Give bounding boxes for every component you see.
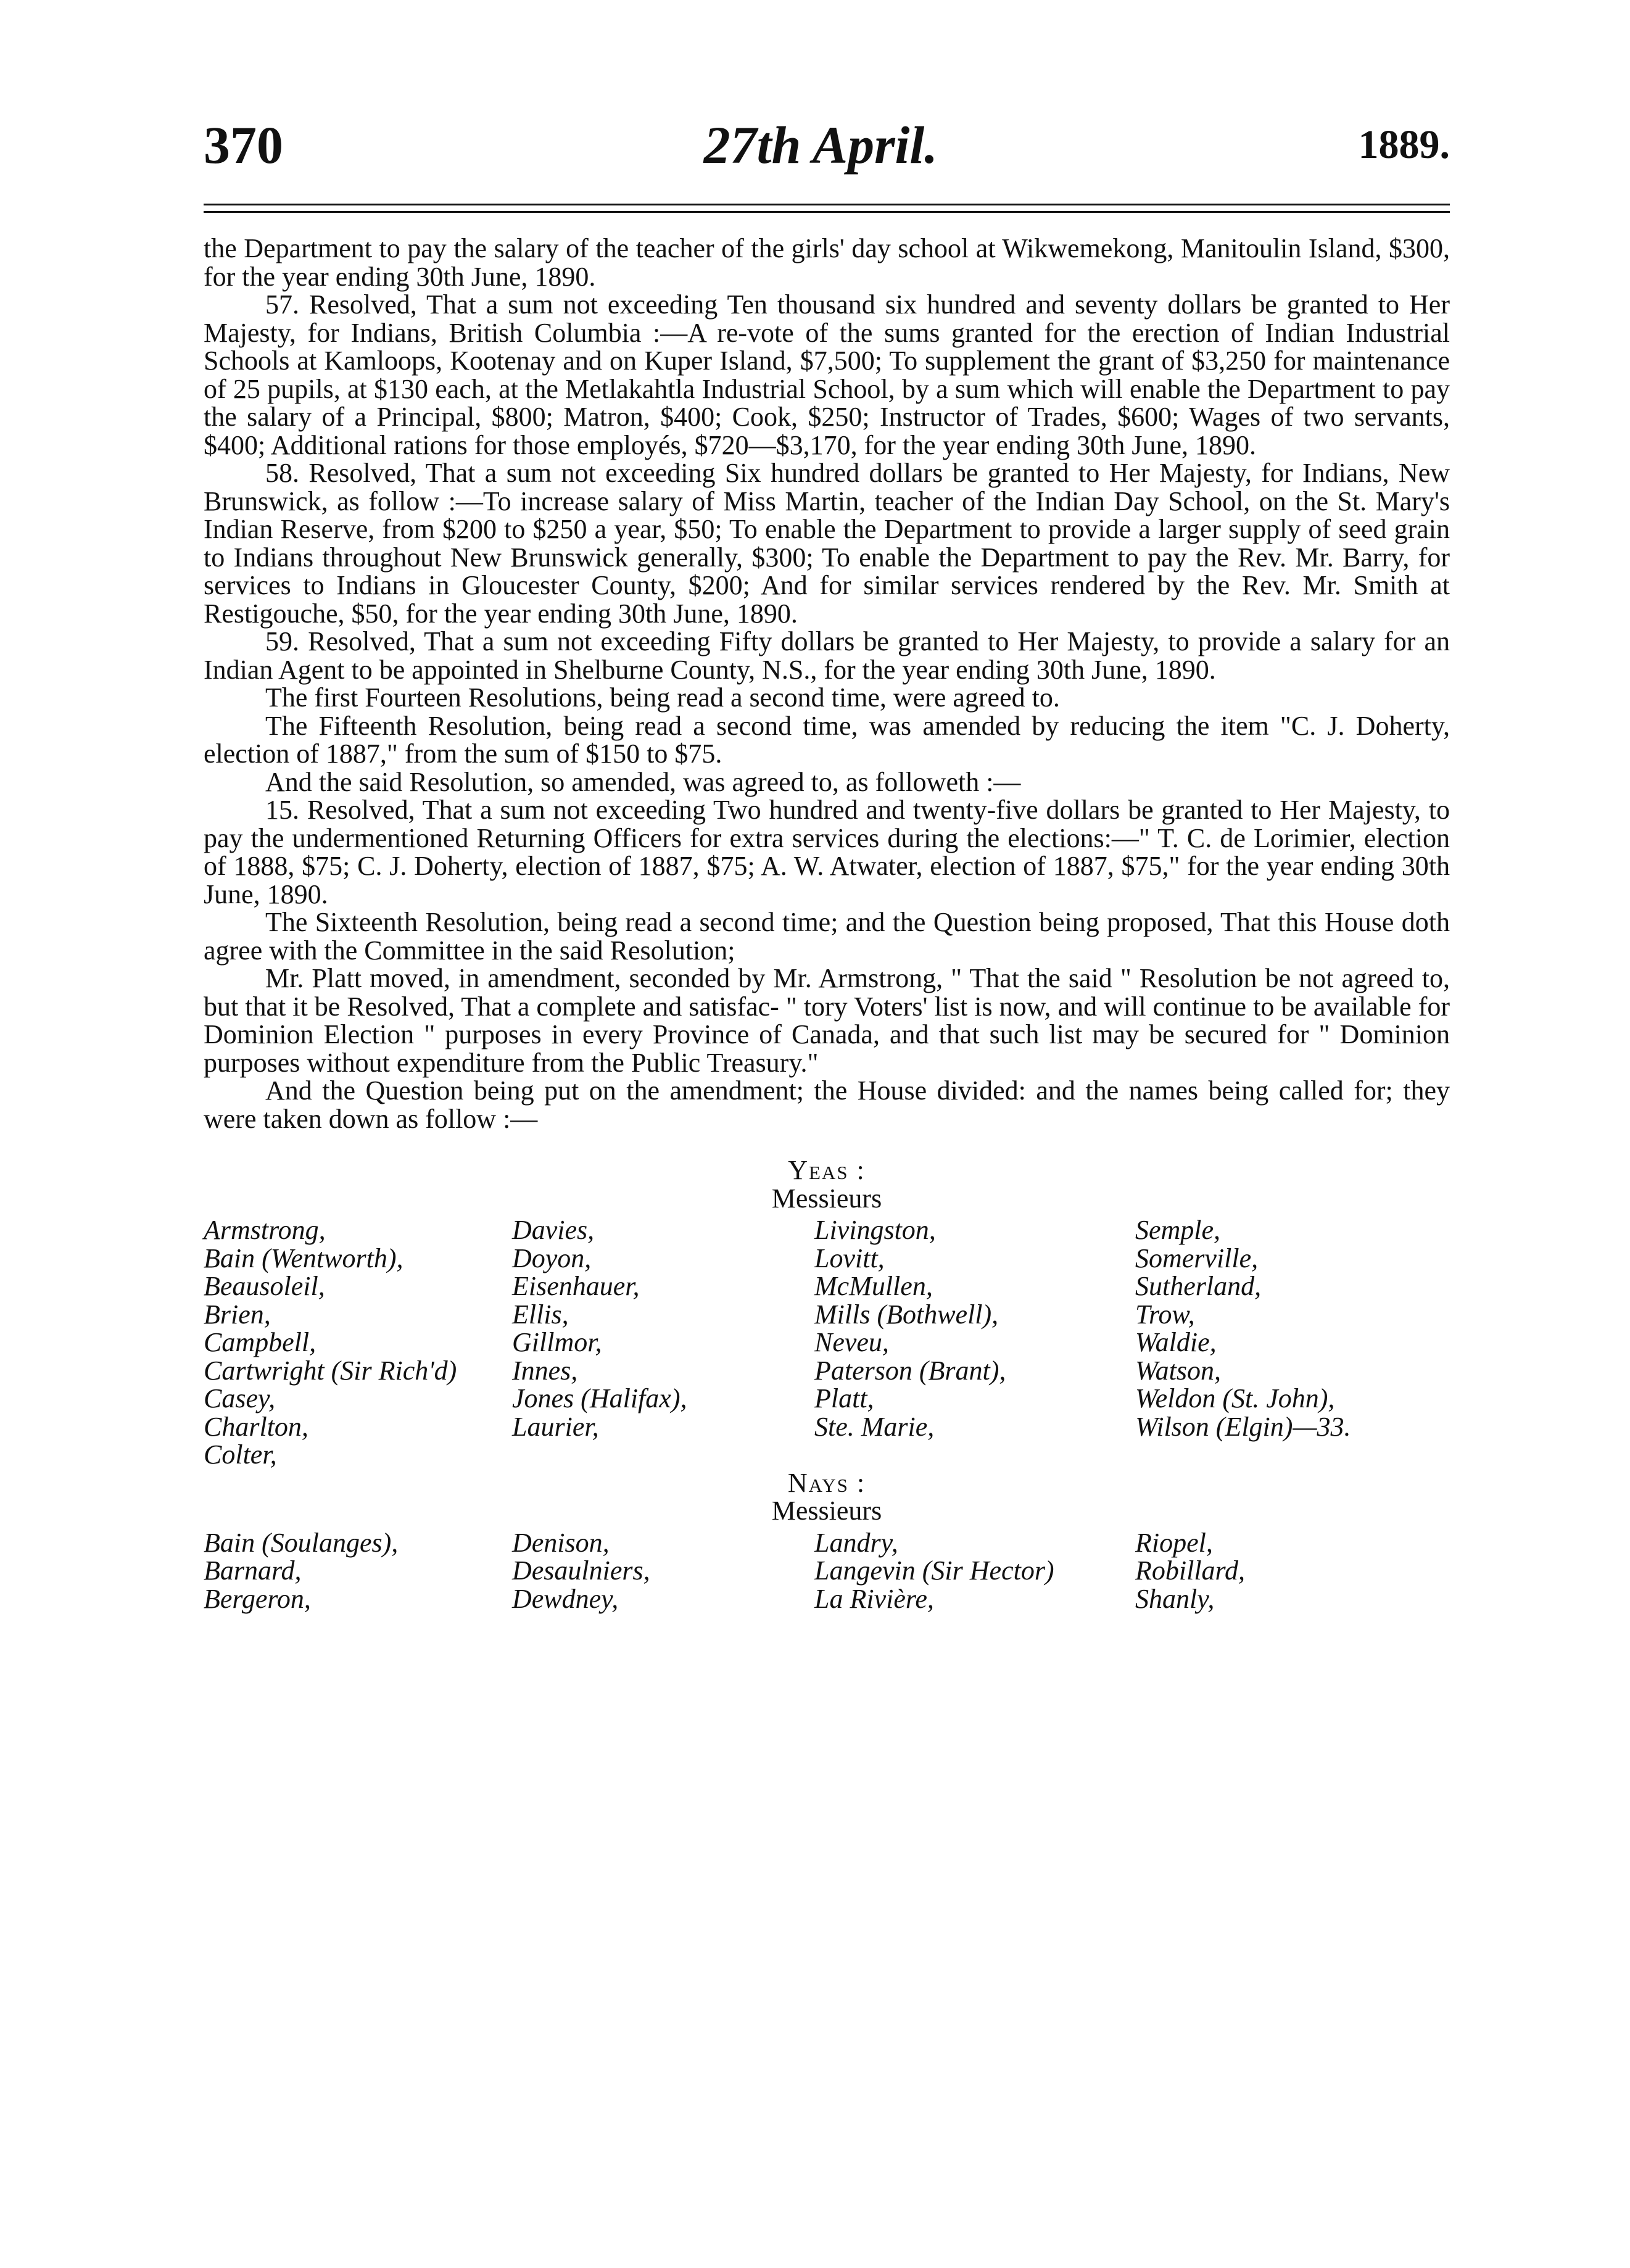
nay-name: Bain (Soulanges), <box>204 1527 399 1558</box>
yea-name: Jones (Halifax), <box>512 1383 687 1413</box>
yea-name: Armstrong, <box>204 1215 326 1245</box>
nay-name: Robillard, <box>1135 1555 1246 1586</box>
yea-name: Mills (Bothwell), <box>814 1299 999 1330</box>
document-body <box>204 234 1450 1613</box>
yea-name: Sutherland, <box>1135 1271 1262 1301</box>
yea-name: Watson, <box>1135 1355 1221 1386</box>
yea-name: McMullen, <box>814 1271 933 1301</box>
yea-name: Gillmor, <box>512 1327 602 1357</box>
yea-name: Innes, <box>512 1355 578 1386</box>
paragraph: 15. Resolved, That a sum not exceeding Two hundred and twenty-five dollars be granted to Her Majesty, to pay the undermentioned Returning Officers for extra services during the elections:—" T. C. de Lorimier, election of 1888, $75; C. J. Doherty, election of 1887, $75; A. W. Atwater, election of 1887, $75," for the year ending 30th June, 1890. <box>204 795 1450 909</box>
paragraph: The Sixteenth Resolution, being read a second time; and the Question being proposed, That this House doth agree with the Committee in the said Resolution; <box>204 907 1450 966</box>
yea-name: Beausoleil, <box>204 1271 325 1301</box>
yea-name: Cartwright (Sir Rich'd) <box>204 1355 457 1386</box>
yea-name: Laurier, <box>512 1411 599 1442</box>
page-number: 370 <box>204 115 283 175</box>
paragraph: The first Fourteen Resolutions, being read a second time, were agreed to. <box>265 682 1060 713</box>
yea-name: Paterson (Brant), <box>814 1355 1006 1386</box>
paragraph: The Fifteenth Resolution, being read a second time, was amended by reducing the item "C. J. Doherty, election of 1887," from the sum of $150 to $75. <box>204 710 1450 769</box>
yea-name: Campbell, <box>204 1327 316 1357</box>
yea-name: Neveu, <box>814 1327 889 1357</box>
yea-name: Weldon (St. John), <box>1135 1383 1335 1413</box>
nay-name: Landry, <box>814 1527 898 1558</box>
yea-name: Bain (Wentworth), <box>204 1243 403 1273</box>
paragraph: And the Question being put on the amendment; the House divided: and the names being called for; they were taken down as follow :— <box>204 1075 1450 1134</box>
nay-name: Bergeron, <box>204 1583 311 1614</box>
paragraph: 58. Resolved, That a sum not exceeding Six hundred dollars be granted to Her Majesty, for Indians, New Brunswick, as follow :—To increase salary of Miss Martin, teacher of the Indian Day School, on the St. Mary's Indian Reserve, from $200 to $250 a year, $50; To enable the Department to provide a larger supply of seed grain to Indians throughout New Brunswick generally, $300; To enable the Department to pay the Rev. Mr. Barry, for services to Indians in Gloucester County, $200; And for similar services rendered by the Rev. Mr. Smith at Restigouche, $50, for the year ending 30th June, 1890. <box>204 458 1450 629</box>
yea-name: Brien, <box>204 1299 271 1330</box>
yeas-heading: Yeas : <box>788 1155 866 1185</box>
nays-subheading: Messieurs <box>771 1496 882 1526</box>
nays-heading: Nays : <box>787 1467 866 1498</box>
yea-name: Platt, <box>814 1383 874 1413</box>
yeas-names <box>204 1216 1450 1469</box>
yea-name <box>814 1441 1135 1469</box>
header-year: 1889. <box>1358 122 1450 167</box>
yea-name: Trow, <box>1135 1299 1195 1330</box>
yea-name: Casey, <box>204 1383 276 1413</box>
nay-name: Desaulniers, <box>512 1555 650 1586</box>
yea-name: Waldie, <box>1135 1327 1217 1357</box>
yea-name: Ellis, <box>512 1299 569 1330</box>
page-header <box>204 105 1450 185</box>
nays-names <box>204 1529 1450 1613</box>
yea-name: Lovitt, <box>814 1243 885 1273</box>
yea-name <box>1135 1441 1450 1469</box>
yea-name: Doyon, <box>512 1243 592 1273</box>
paragraph: Mr. Platt moved, in amendment, seconded by Mr. Armstrong, " That the said " Resolution be not agreed to, but that it be Resolved, That a complete and satisfac- " tory Voters' list is now, and will continue to be available for Dominion Election " purposes in every Province of Canada, and that such list may be secured for " Dominion purposes without expenditure from the Public Treasury." <box>204 963 1450 1078</box>
nay-name: Dewdney, <box>512 1583 619 1614</box>
nay-name: Riopel, <box>1135 1527 1213 1558</box>
nay-name: La Rivière, <box>814 1583 934 1614</box>
nay-name: Shanly, <box>1135 1583 1215 1614</box>
nay-name: Denison, <box>512 1527 610 1558</box>
yea-name: Somerville, <box>1135 1243 1259 1273</box>
paragraph: the Department to pay the salary of the teacher of the girls' day school at Wikwemekong, Manitoulin Island, $300, for the year ending 30th June, 1890. <box>204 233 1450 292</box>
yeas-subheading: Messieurs <box>771 1183 882 1214</box>
yea-name: Eisenhauer, <box>512 1271 640 1301</box>
nay-name: Langevin (Sir Hector) <box>814 1555 1054 1586</box>
yea-name: Livingston, <box>814 1215 936 1245</box>
yea-name: Semple, <box>1135 1215 1221 1245</box>
header-date: 27th April. <box>703 115 938 175</box>
yea-name: Charlton, <box>204 1411 308 1442</box>
yea-name: Colter, <box>204 1439 277 1470</box>
paragraph: 59. Resolved, That a sum not exceeding Fifty dollars be granted to Her Majesty, to provide a salary for an Indian Agent to be appointed in Shelburne County, N.S., for the year ending 30th June, 1890. <box>204 626 1450 685</box>
yea-name <box>512 1441 814 1469</box>
header-rule-top <box>204 204 1450 205</box>
paragraph: 57. Resolved, That a sum not exceeding Ten thousand six hundred and seventy dollars be granted to Her Majesty, for Indians, British Columbia :—A re-vote of the sums granted for the erection of Indian Industrial Schools at Kamloops, Kootenay and on Kuper Island, $7,500; To supplement the grant of $3,250 for maintenance of 25 pupils, at $130 each, at the Metlakahtla Industrial School, by a sum which will enable the Department to pay the salary of a Principal, $800; Matron, $400; Cook, $250; Instructor of Trades, $600; Wages of two servants, $400; Additional rations for those employés, $720—$3,170, for the year ending 30th June, 1890. <box>204 289 1450 460</box>
yea-name: Wilson (Elgin)—33. <box>1135 1411 1351 1442</box>
nay-name: Barnard, <box>204 1555 302 1586</box>
paragraph: And the said Resolution, so amended, was agreed to, as followeth :— <box>265 766 1021 797</box>
yea-name: Ste. Marie, <box>814 1411 935 1442</box>
header-rule-bottom <box>204 211 1450 213</box>
yea-name: Davies, <box>512 1215 595 1245</box>
